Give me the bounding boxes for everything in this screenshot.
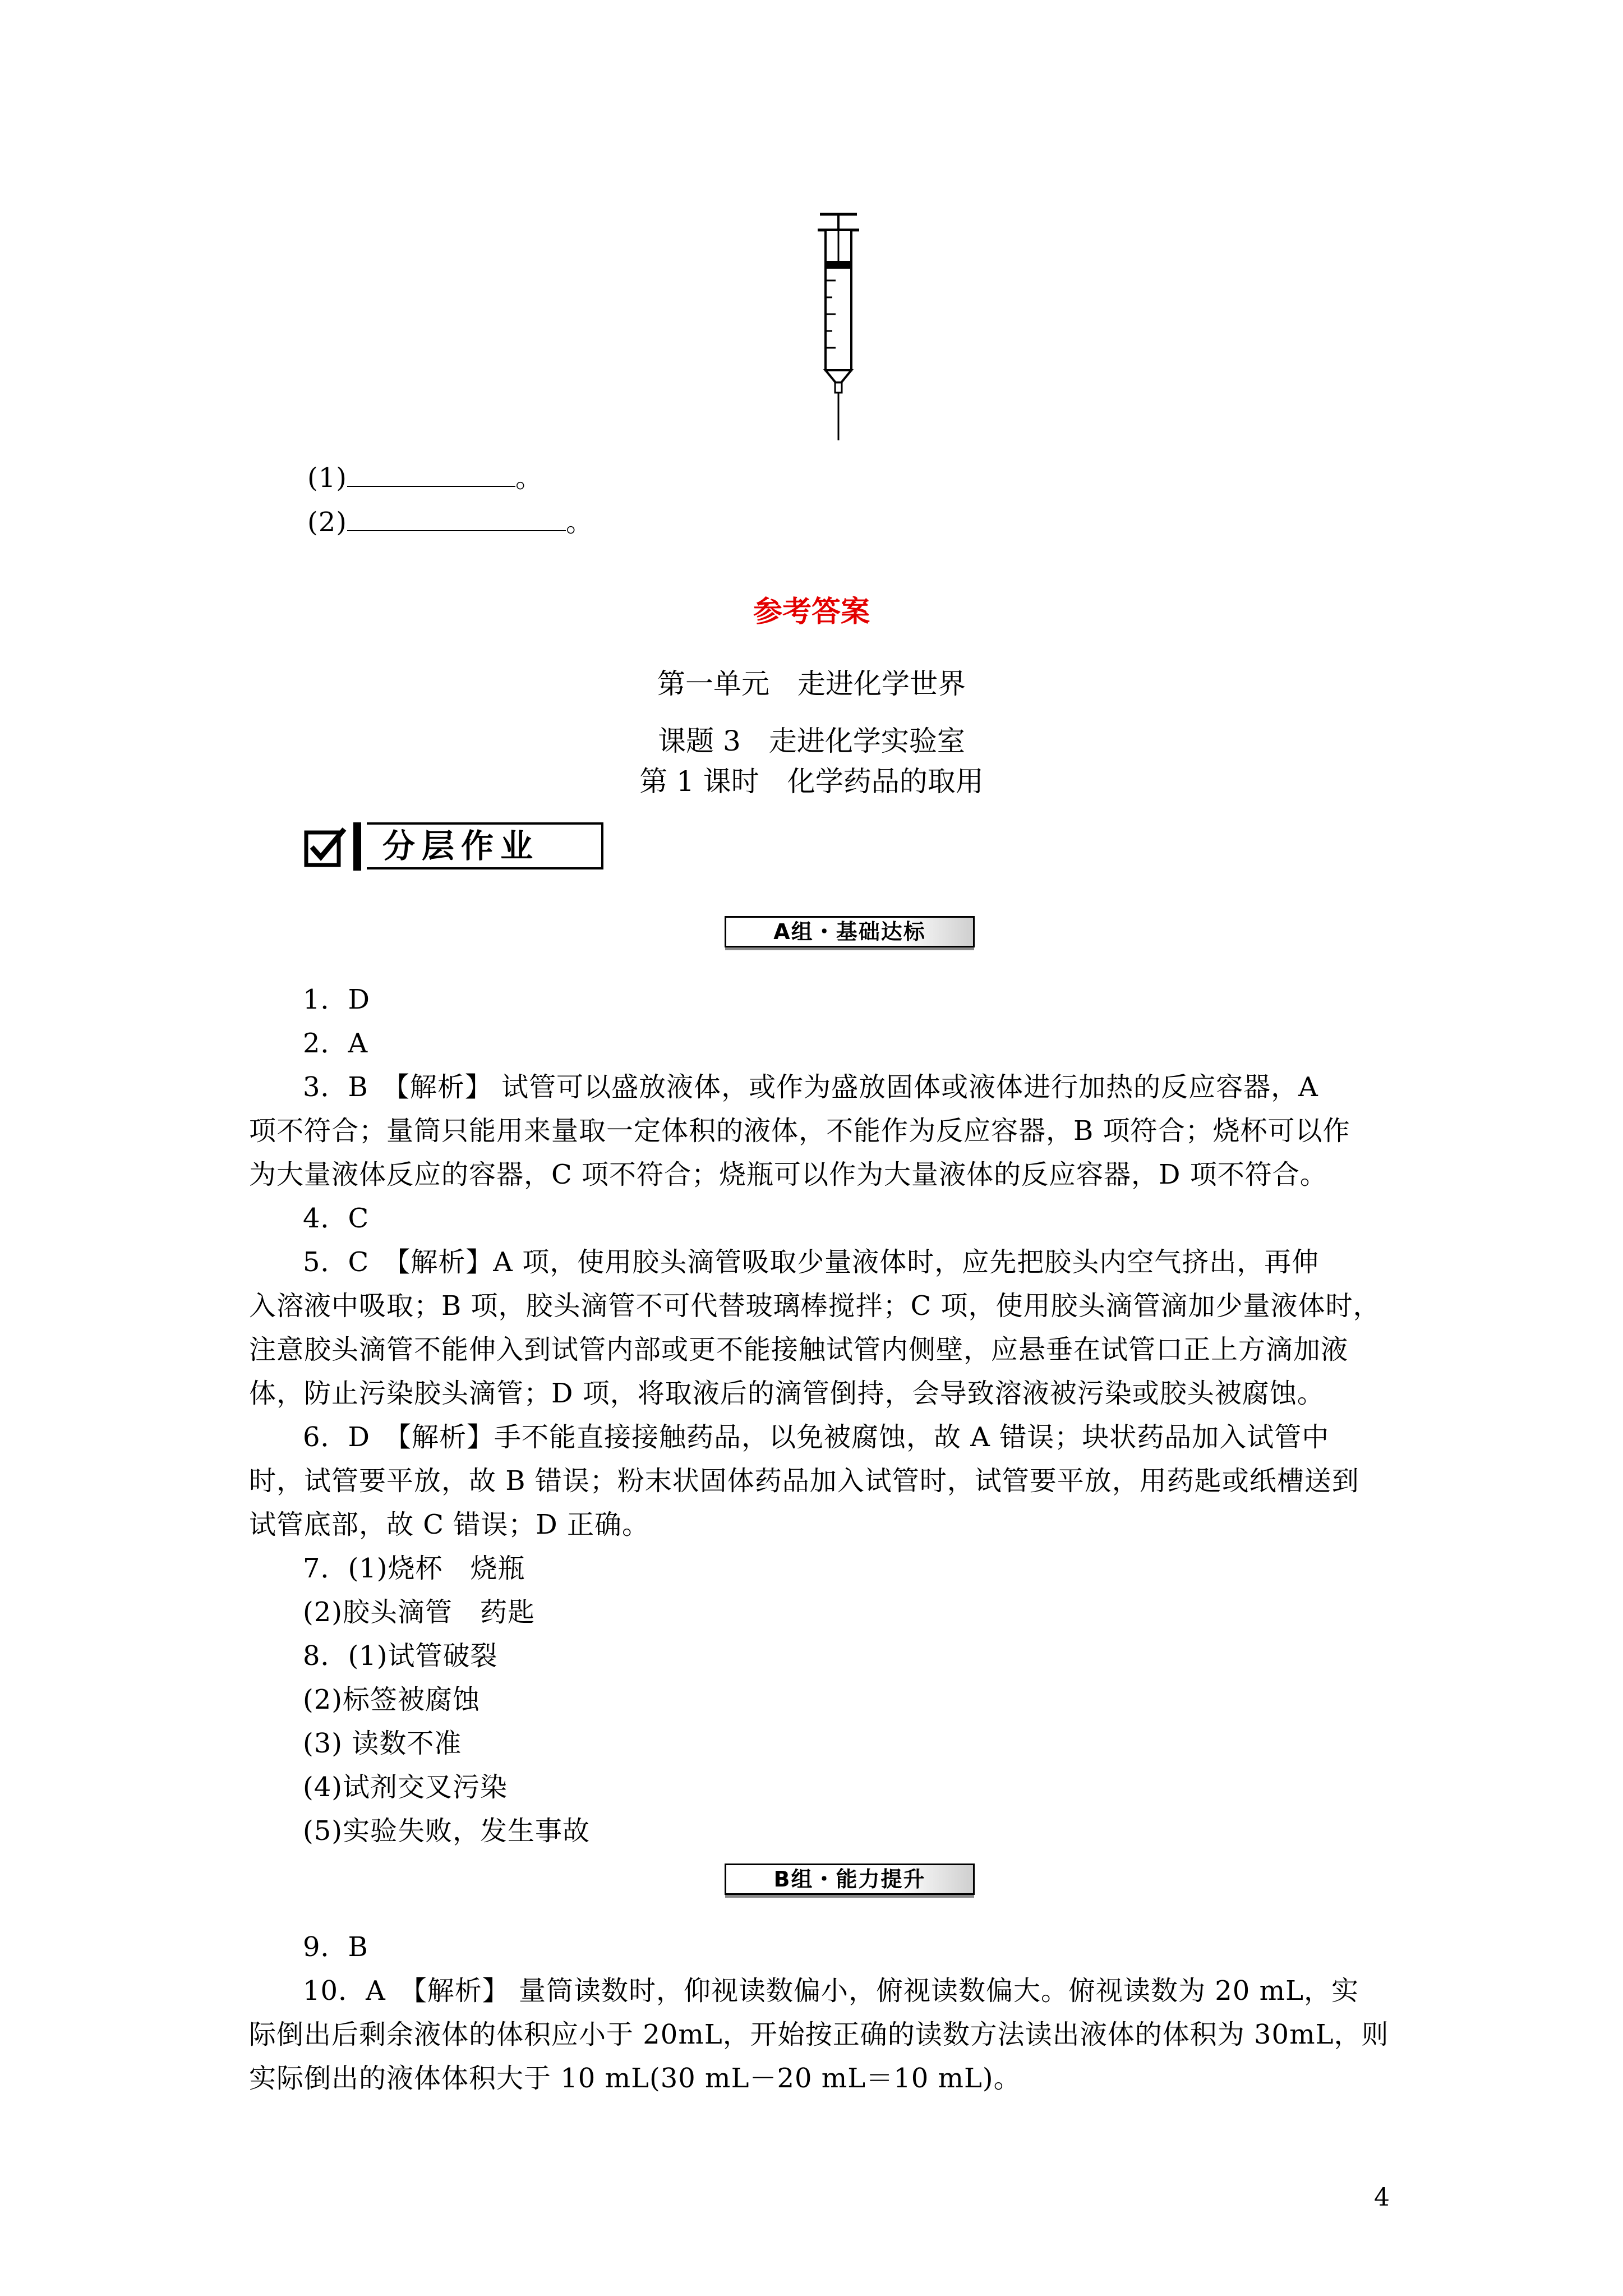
- answer-line: 4．C: [303, 1203, 370, 1234]
- answer-line: 8．(1)试管破裂: [303, 1640, 498, 1672]
- group-b-title: B组・能力提升: [725, 1864, 975, 1895]
- syringe-illustration: [808, 208, 869, 443]
- answer-line: 入溶液中吸取；B 项，胶头滴管不可代替玻璃棒搅拌；C 项，使用胶头滴管滴加少量液体时，: [249, 1290, 1381, 1322]
- blank-suffix: 。: [515, 462, 543, 494]
- unit-title: 第一单元 走进化学世界: [657, 668, 966, 700]
- answer-line: 时，试管要平放，故 B 错误；粉末状固体药品加入试管时，试管要平放，用药匙或纸槽送到: [249, 1465, 1359, 1497]
- blank-prefix: (2): [307, 507, 347, 538]
- answer-line: 体，防止污染胶头滴管；D 项，将取液后的滴管倒持，会导致溶液被污染或胶头被腐蚀。: [249, 1378, 1325, 1409]
- page-number: 4: [1374, 2183, 1390, 2212]
- answer-line: 注意胶头滴管不能伸入到试管内部或更不能接触试管内侧壁，应悬垂在试管口正上方滴加液: [249, 1334, 1349, 1365]
- lesson-title: 第 1 课时 化学药品的取用: [639, 765, 984, 798]
- answer-line: 10．A 【解析】 量筒读数时，仰视读数偏小，俯视读数偏大。俯视读数为 20 mL，实: [303, 1975, 1359, 2007]
- answer-line: 试管底部，故 C 错误；D 正确。: [249, 1509, 649, 1540]
- answer-line: (3) 读数不准: [303, 1728, 462, 1759]
- answer-line: 1．D: [303, 984, 371, 1015]
- blank-prefix: (1): [307, 462, 347, 494]
- answer-line: 9．B: [303, 1931, 368, 1963]
- section-banner-bar: [353, 822, 361, 871]
- blank-line-2: [307, 505, 593, 539]
- answer-line: (4)试剂交叉污染: [303, 1772, 508, 1803]
- answer-line: 为大量液体反应的容器，C 项不符合；烧瓶可以作为大量液体的反应容器，D 项不符合。: [249, 1159, 1327, 1190]
- answer-title: 参考答案: [753, 595, 870, 629]
- answer-line: 实际倒出的液体体积大于 10 mL(30 mL－20 mL＝10 mL)。: [249, 2063, 1021, 2094]
- blank-suffix: 。: [566, 507, 594, 538]
- answer-line: 6．D 【解析】手不能直接接触药品，以免被腐蚀，故 A 错误；块状药品加入试管中: [303, 1421, 1330, 1453]
- answer-line: 2．A: [303, 1028, 368, 1059]
- topic-title: 课题 3 走进化学实验室: [658, 725, 965, 757]
- answer-blank[interactable]: [347, 505, 566, 531]
- answer-line: 际倒出后剩余液体的体积应小于 20mL，开始按正确的读数方法读出液体的体积为 30mL，则: [249, 2019, 1389, 2050]
- group-a-title: A组・基础达标: [725, 916, 975, 947]
- answer-line: (2)标签被腐蚀: [303, 1684, 480, 1715]
- checkbox-icon: [303, 825, 348, 869]
- section-banner: 分层作业: [382, 827, 540, 865]
- answer-line: 5．C 【解析】A 项，使用胶头滴管吸取少量液体时，应先把胶头内空气挤出，再伸: [303, 1246, 1320, 1278]
- answer-blank[interactable]: [347, 461, 515, 487]
- answer-line: 7．(1)烧杯 烧瓶: [303, 1553, 525, 1584]
- blank-line-1: [307, 461, 543, 495]
- answer-line: (5)实验失败，发生事故: [303, 1815, 590, 1847]
- answer-line: (2)胶头滴管 药匙: [303, 1596, 535, 1628]
- answer-line: 3．B 【解析】 试管可以盛放液体，或作为盛放固体或液体进行加热的反应容器，A: [303, 1071, 1318, 1103]
- answer-line: 项不符合；量筒只能用来量取一定体积的液体，不能作为反应容器，B 项符合；烧杯可以作: [249, 1115, 1350, 1147]
